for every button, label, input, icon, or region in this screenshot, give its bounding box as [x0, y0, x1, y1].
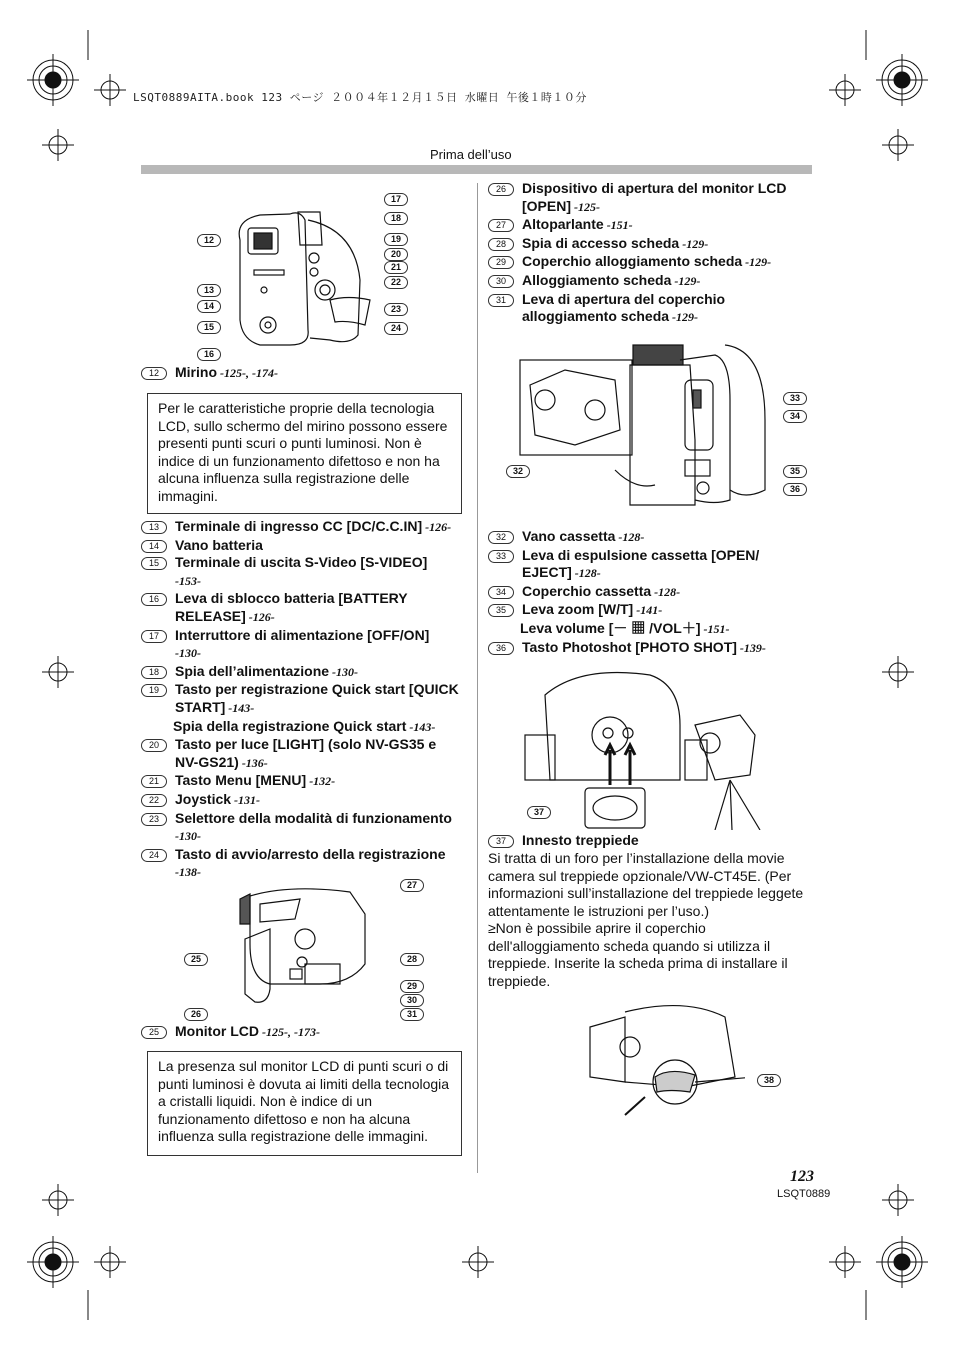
figure-cassette-compartment [515, 340, 780, 510]
tripod-warning: ≥Non è possibile aprire il coperchio dell'alloggiamento scheda quando si utilizza il treppiede. Inserite la scheda prima di installare il treppiede. [488, 920, 788, 989]
page-number: 123 [790, 1168, 814, 1185]
header-bar [141, 165, 812, 174]
callout-25: 25 [184, 953, 208, 966]
callout-33: 33 [783, 392, 807, 405]
section-title: Prima dell’uso [430, 147, 512, 162]
left-item-list: 13 Terminale di ingresso CC [DC/C.C.IN] -126- 14 Vano batteria 15 Terminale di uscita S-Video [S-VIDEO] -153- 16 Leva di sblocco batteria [BATTERY RELEASE] -126- 17 Interruttore di alimentazione [OFF/ON] -130- 18 Spia dell’alimentazione -130- 19 Tasto per registrazione Quick start [QUICK START] -143- Spia della registrazione Quick start -143- 20 Tasto per luce [LIGHT] (solo NV-GS35 e NV-GS21) -136- 21 Tasto Menu [MENU] -132- 22 Joystick -131- 23 Selettore della modalità di funzionamento -130- 24 Tasto di avvio/arresto della registrazione -138- [141, 518, 463, 882]
figure-camera-lcd-side [230, 884, 380, 1019]
callout-16: 16 [197, 348, 221, 361]
figure-tripod-screw [585, 997, 745, 1117]
callout-26: 26 [184, 1008, 208, 1021]
callout-23: 23 [384, 303, 408, 316]
note-viewfinder: Per le caratteristiche proprie della tecnologia LCD, sullo schermo del mirino possono essere presenti punti scuri o punti luminosi. Non è indice di un funzionamento difettoso e non ha alcuna influenza sulla registrazione delle immagini. [147, 393, 462, 514]
callout-13: 13 [197, 284, 221, 297]
callout-24: 24 [384, 322, 408, 335]
figure-camera-rear [230, 200, 390, 350]
callout-37: 37 [527, 806, 551, 819]
callout-27: 27 [400, 879, 424, 892]
right-item-list-b: 32 Vano cassetta -128- 33 Leva di espulsione cassetta [OPEN/ EJECT] -128- 34 Coperchio cassetta -128- 35 Leva zoom [W/T] -141- Leva volume [－ ▦ /VOL＋] -151- 36 Tasto Photoshot [PHOTO SHOT] -139- [488, 528, 810, 657]
callout-14: 14 [197, 300, 221, 313]
page-code: LSQT0889 [777, 1188, 831, 1200]
item-12: 12 Mirino -125-, -174- [141, 364, 463, 383]
callout-21: 21 [384, 261, 408, 274]
callout-30: 30 [400, 994, 424, 1007]
callout-20: 20 [384, 248, 408, 261]
column-divider [477, 183, 478, 1173]
callout-32: 32 [506, 465, 530, 478]
callout-35: 35 [783, 465, 807, 478]
callout-38: 38 [757, 1074, 781, 1087]
callout-15: 15 [197, 321, 221, 334]
item-25: 25 Monitor LCD -125-, -173- [141, 1023, 463, 1042]
figure-tripod-mount [520, 665, 765, 830]
print-header: LSQT0889AITA.book 123 ページ ２００４年１２月１５日 水曜日 午後１時１０分 [133, 91, 587, 104]
callout-29: 29 [400, 980, 424, 993]
callout-22: 22 [384, 276, 408, 289]
callout-31: 31 [400, 1008, 424, 1021]
item-37: 37 Innesto treppiede [488, 832, 810, 850]
callout-36: 36 [783, 483, 807, 496]
callout-12: 12 [197, 234, 221, 247]
callout-19: 19 [384, 233, 408, 246]
callout-28: 28 [400, 953, 424, 966]
callout-34: 34 [783, 410, 807, 423]
note-lcd: La presenza sul monitor LCD di punti scuri o di punti luminosi è dovuta ai limiti della tecnologia a cristalli liquidi. Non è indice di un funzionamento difettoso e non ha alcuna influenza sulla registrazione delle immagini. [147, 1051, 462, 1156]
right-item-list-a: 26 Dispositivo di apertura del monitor LCD [OPEN] -125- 27 Altoparlante -151- 28 Spia di accesso scheda -129- 29 Coperchio alloggiamento scheda -129- 30 Alloggiamento scheda -129- 31 Leva di apertura del coperchio alloggiamento scheda -129- [488, 180, 810, 327]
tripod-description: Si tratta di un foro per l’installazione della movie camera sul treppiede opzionale/VW-CT45E. (Per informazioni sull’installazione del treppiede leggete attentamente le istruzioni per l’uso.) [488, 850, 804, 919]
callout-17: 17 [384, 193, 408, 206]
callout-18: 18 [384, 212, 408, 225]
